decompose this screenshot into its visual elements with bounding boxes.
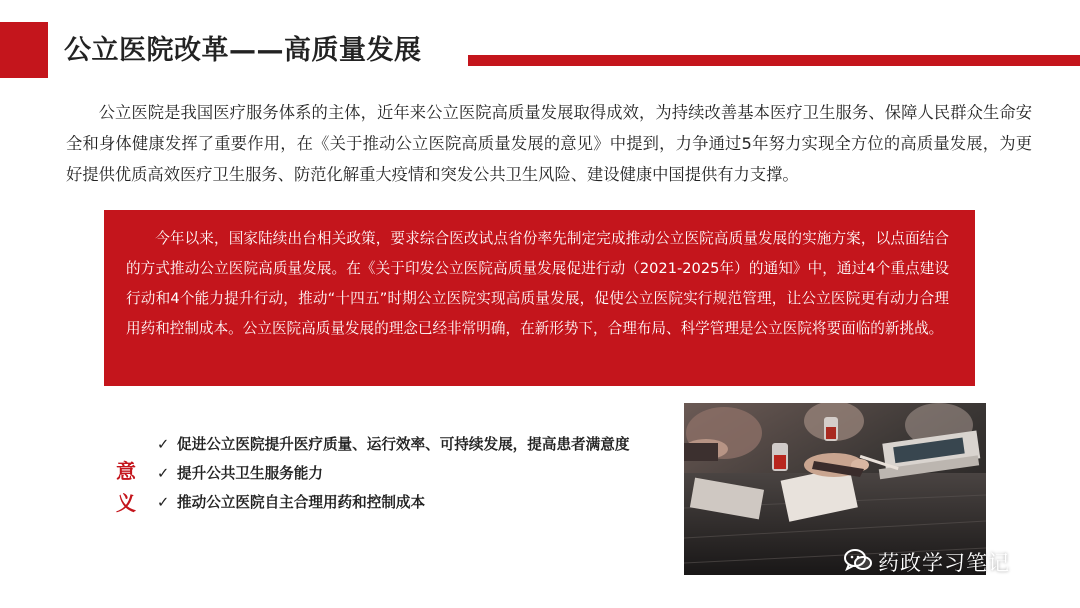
highlight-box [104,210,975,386]
page-title: 公立医院改革——高质量发展 [64,35,422,66]
list-item-text: 提升公共卫生服务能力 [177,465,323,482]
intro-paragraph: 公立医院是我国医疗服务体系的主体，近年来公立医院高质量发展取得成效，为持续改善基本医疗卫生服务、保障人民群众生命安全和身体健康发挥了重要作用，在《关于推动公立医院高质量发展的意见》中提到，力争通过5年努力实现全方位的高质量发展，为更好提供优质高效医疗卫生服务、防范化解重大疫情和突发公共卫生风险、建设健康中国提供有力支撑。 [66,103,1032,184]
checkmark-icon: ✓ [157,494,170,511]
list-item-text: 推动公立医院自主合理用药和控制成本 [177,494,426,511]
list-item [157,430,657,459]
title-underline-bar [468,55,1080,66]
significance-list [157,430,657,517]
list-item [157,488,657,517]
watermark-text: 药政学习笔记 [878,551,1010,575]
significance-label [112,455,140,519]
wechat-icon [844,548,872,576]
significance-label-char-2: 义 [116,491,136,515]
list-item-text: 促进公立医院提升医疗质量、运行效率、可持续发展，提高患者满意度 [177,436,630,453]
highlight-text: 今年以来，国家陆续出台相关政策，要求综合医改试点省份率先制定完成推动公立医院高质量发展的实施方案，以点面结合的方式推动公立医院高质量发展。在《关于印发公立医院高质量发展促进行动（2021-2025年）的通知》中，通过4个重点建设行动和4个能力提升行动，推动“十四五”时期公立医院实现高质量发展，促使公立医院实行规范管理，让公立医院更有动力合理用药和控制成本。公立医院高质量发展的理念已经非常明确，在新形势下，合理布局、科学管理是公立医院将要面临的新挑战。 [126,230,949,337]
checkmark-icon: ✓ [157,436,170,453]
significance-label-char-1: 意 [116,459,136,483]
title-accent-square [0,22,48,78]
watermark [844,546,1010,578]
list-item [157,459,657,488]
checkmark-icon: ✓ [157,465,170,482]
